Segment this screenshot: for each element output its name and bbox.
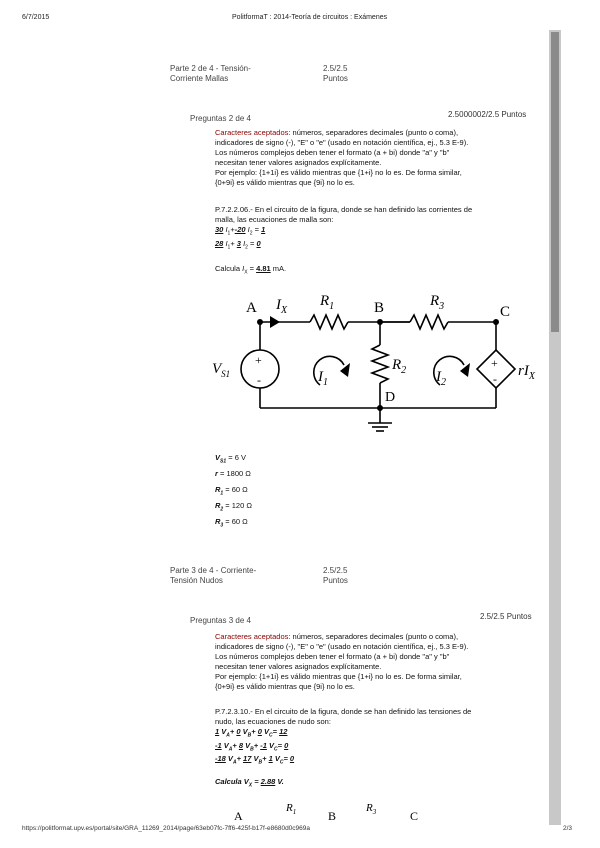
svg-text:R3: $R_3$: [366, 802, 377, 816]
node-a-label: A: [246, 300, 257, 316]
svg-text:C: C: [410, 809, 419, 820]
part2-score: 2.5/2.5 Puntos: [323, 64, 348, 83]
scrollbar-thumb[interactable]: [551, 32, 559, 332]
vs1-label: $V_{S1}$: [212, 361, 231, 379]
part3-score: 2.5/2.5 Puntos: [323, 566, 348, 585]
svg-text:B: B: [328, 809, 337, 820]
svg-text:-: -: [257, 373, 261, 387]
r2-label: $R_2$: [392, 357, 407, 376]
part2-title: Parte 2 de 4 - Tensión- Corriente Mallas: [170, 64, 251, 83]
svg-text:+: +: [255, 353, 262, 367]
node-equation-3: -18 $V_A+ 17$ $V_B+ 1$ $V_C= 0$: [215, 754, 295, 766]
answer-ix: 4.81: [256, 264, 271, 273]
part3-statement: P.7.2.3.10.- En el circuito de la figura, donde se han definido las tensiones de nudo, las ecuaciones de nudo son: 1 $V_A+ 0$ $V_B+ 0$ $V_C= 12$ -1 $V_A+ 8$ $V_B+ -1$ $V_C= 0$ -18 $V_A+ 17$ $V_B+ 1$ $V_C= 0$: [215, 707, 550, 768]
component-values: $V_{S1} = 6$ V r = 1800 Ω $R_1 = 60$ Ω $R_2 = 120$ Ω $R_3 = 60$ Ω: [215, 453, 252, 529]
r1-label: $R_1$: [320, 293, 335, 312]
print-url: https://politformat.upv.es/portal/site/GRA_11269_2014/page/63eb07fc-7ff6-425f-b17f-e8680d0c969a: [22, 825, 311, 832]
svg-text:+: +: [491, 356, 498, 370]
i1-label: $I_1$: [318, 369, 328, 388]
svg-text:R1: $R_1$: [286, 802, 297, 816]
circuit-diagram-mesh: [200, 285, 550, 445]
part3-calc: Calcula $V_X = 2.88$ V.: [215, 777, 284, 789]
circuit-diagram-nodes-partial: [220, 800, 440, 820]
ix-label: $I_X$: [276, 297, 288, 316]
print-page-number: 2/3: [563, 825, 573, 832]
part2-question-label: Preguntas 2 de 4: [190, 114, 251, 123]
part3-question-label: Preguntas 3 de 4: [190, 616, 251, 625]
part3-title: Parte 3 de 4 - Corriente- Tensión Nudos: [170, 566, 257, 585]
part2-accepted-chars: Caracteres aceptados: números, separadores decimales (punto o coma), indicadores de signo (-), "E" o "e" (usado en notación científica, ej., 5.3 E-9). Los números complejos deben tener el formato (a + bi) donde "a" y "b" necesitan tener valores asignados explícitamente. Por ejemplo: {1+1i} es válido mientras que {1+i} no lo es. De forma similar, {0+9i} es válido mientras que {9i} no lo es.: [215, 128, 469, 187]
print-title: PolitformaT : 2014-Teoría de circuitos : Exámenes: [232, 14, 388, 21]
part2-calc: Calcula $I_X = 4.81$ mA.: [215, 264, 287, 276]
r3-label: $R_3$: [430, 293, 445, 312]
rix-label: $rI_X$: [518, 363, 535, 382]
node-b-label: B: [374, 300, 385, 316]
accepted-label: Caracteres aceptados: [215, 128, 289, 137]
mesh-equation-2: 28 $I_1+ 3$ $I_2 = 0$: [215, 238, 261, 250]
svg-text:-: -: [493, 372, 497, 386]
part2-statement: P.7.2.2.06.- En el circuito de la figura, donde se han definido las corrientes de malla, las ecuaciones de malla son: 30 $I_1+-20$ $I_2 = 1$ 28 $I_1+ 3$ $I_2 = 0$: [215, 205, 550, 252]
part2-question-score: 2.5000002/2.5 Puntos: [448, 110, 527, 119]
part3-question-score: 2.5/2.5 Puntos: [480, 612, 532, 621]
node-d-label: D: [385, 390, 396, 405]
node-equation-2: -1 $V_A+ 8$ $V_B+ -1$ $V_C= 0$: [215, 740, 289, 752]
part3-accepted-chars: Caracteres aceptados: números, separadores decimales (punto o coma), indicadores de signo (-), "E" o "e" (usado en notación científica, ej., 5.3 E-9). Los números complejos deben tener el formato (a + bi) donde "a" y "b" necesitan tener valores asignados explícitamente. Por ejemplo: {1+1i} es válido mientras que {1+i} no lo es. De forma similar, {0+9i} es válido mientras que {9i} no lo es.: [215, 632, 469, 691]
node-equation-1: 1 $V_A+ 0$ $V_B+ 0$ $V_C= 12$: [215, 727, 288, 739]
svg-text:A: A: [234, 809, 243, 820]
i2-label: $I_2$: [436, 369, 446, 388]
mesh-equation-1: 30 $I_1+-20$ $I_2 = 1$: [215, 225, 266, 237]
node-c-label: C: [500, 304, 511, 320]
print-date: 6/7/2015: [22, 14, 50, 21]
answer-vx: 2.88: [260, 777, 276, 786]
